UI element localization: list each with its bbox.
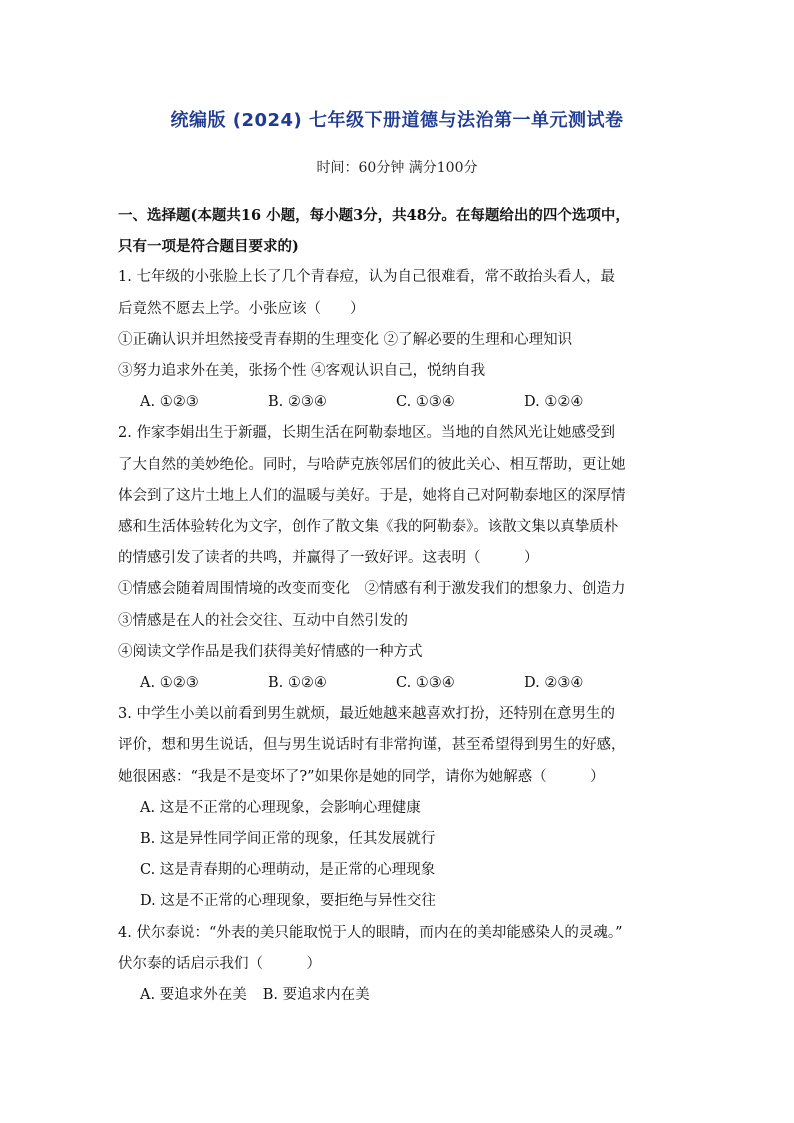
option-d[interactable]: D. ①②④ xyxy=(524,394,584,411)
answer-options xyxy=(118,980,688,1011)
page-title: 统编版 (2024) 七年级下册道德与法治第一单元测试卷 xyxy=(170,110,624,131)
statement-line: ④阅读文学作品是我们获得美好情感的一种方式 xyxy=(118,643,423,660)
option-b[interactable]: B. 这是异性同学间正常的现象，任其发展就行 xyxy=(140,831,436,848)
option-b[interactable]: B. ②③④ xyxy=(268,394,327,411)
section-heading-line: 只有一项是符合题目要求的) xyxy=(118,238,299,256)
option-c[interactable]: C. ①③④ xyxy=(396,394,455,411)
time-and-score: 时间：60分钟 满分100分 xyxy=(316,160,478,176)
question-stem-line: 的情感引发了读者的共鸣，并赢得了一致好评。这表明（ ） xyxy=(118,550,539,567)
question-stem-line: 3. 中学生小美以前看到男生就烦，最近她越来越喜欢打扮，还特别在意男生的 xyxy=(118,706,615,723)
question-stem-line: 后竟然不愿去上学。小张应该（ ） xyxy=(118,300,365,317)
question-stem-line: 体会到了这片土地上人们的温暖与美好。于是，她将自己对阿勒泰地区的深厚情 xyxy=(118,487,626,504)
statement-line: ①正确认识并坦然接受青春期的生理变化 ②了解必要的生理和心理知识 xyxy=(118,331,573,348)
statement-line: ①情感会随着周围情境的改变而变化 ②情感有利于激发我们的想象力、创造力 xyxy=(118,581,626,598)
option-c[interactable]: C. ①③④ xyxy=(396,675,455,692)
section-heading-line: 一、选择题(本题共16 小题，每小题3分，共48分。在每题给出的四个选项中， xyxy=(118,207,630,224)
option-a[interactable]: A. 这是不正常的心理现象，会影响心理健康 xyxy=(140,799,421,816)
option-a[interactable]: A. ①②③ xyxy=(140,394,199,411)
question-stem-line: 她很困惑：“我是不是变坏了?”如果你是她的同学，请你为她解惑（ ） xyxy=(118,768,605,785)
answer-options xyxy=(118,387,688,418)
question-stem-line: 感和生活体验转化为文字，创作了散文集《我的阿勒泰》。该散文集以真挚质朴 xyxy=(118,519,619,536)
question-1 xyxy=(118,262,688,418)
question-stem-line: 了大自然的美妙绝伦。同时，与哈萨克族邻居们的彼此关心、相互帮助，更让她 xyxy=(118,456,626,473)
statement-line: ③努力追求外在美，张扬个性 ④客观认识自己，悦纳自我 xyxy=(118,363,486,380)
question-stem-line: 评价，想和男生说话，但与男生说话时有非常拘谨，甚至希望得到男生的好感， xyxy=(118,737,626,754)
question-stem-line: 4. 伏尔泰说：“外表的美只能取悦于人的眼睛，而内在的美却能感染人的灵魂。” xyxy=(118,924,623,941)
option-d[interactable]: D. ②③④ xyxy=(524,675,584,692)
option-d[interactable]: D. 这是不正常的心理现象，要拒绝与异性交往 xyxy=(140,893,436,910)
option-a[interactable]: A. ①②③ xyxy=(140,675,199,692)
answer-options xyxy=(118,668,688,699)
question-2 xyxy=(118,418,688,699)
question-stem-line: 2. 作家李娟出生于新疆，长期生活在阿勒泰地区。当地的自然风光让她感受到 xyxy=(118,425,615,442)
option-c[interactable]: C. 这是青春期的心理萌动，是正常的心理现象 xyxy=(140,862,436,879)
exam-content xyxy=(118,200,688,1011)
statement-line: ③情感是在人的社会交往、互动中自然引发的 xyxy=(118,612,408,629)
question-stem-line: 1. 七年级的小张脸上长了几个青春痘，认为自己很难看，常不敢抬头看人，最 xyxy=(118,269,615,286)
question-3 xyxy=(118,699,688,917)
option-a[interactable]: A. 要追求外在美 xyxy=(140,987,247,1004)
question-stem-line: 伏尔泰的话启示我们（ ） xyxy=(118,955,321,972)
question-4 xyxy=(118,918,688,1012)
option-b[interactable]: B. ①②④ xyxy=(268,675,327,692)
option-b[interactable]: B. 要追求内在美 xyxy=(262,987,370,1004)
